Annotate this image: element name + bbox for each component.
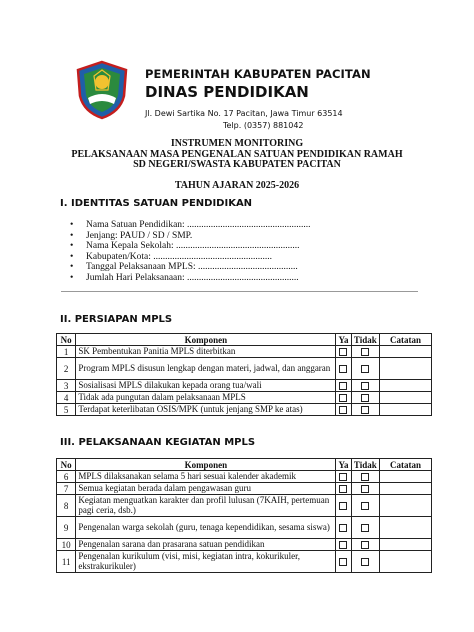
academic-year: TAHUN AJARAN 2025-2026 — [174, 180, 300, 191]
ya-checkbox[interactable] — [339, 365, 347, 373]
table-row — [57, 539, 432, 551]
ya-checkbox[interactable] — [339, 485, 347, 493]
letterhead — [145, 67, 375, 130]
section-1-heading: I. IDENTITAS SATUAN PENDIDIKAN — [60, 198, 253, 209]
notes-cell[interactable] — [379, 539, 431, 551]
department-name: DINAS PENDIDIKAN — [145, 83, 309, 101]
title-line-3: SD NEGERI/SWASTA KABUPATEN PACITAN — [133, 159, 341, 170]
ya-checkbox[interactable] — [339, 382, 347, 390]
ya-checkbox[interactable] — [339, 541, 347, 549]
tidak-checkbox[interactable] — [361, 541, 369, 549]
list-item: • Nama Satuan Pendidikan: .................................................... — [70, 220, 311, 231]
list-item: • Jumlah Hari Pelaksanaan: ............................................... — [70, 273, 311, 284]
tidak-checkbox[interactable] — [361, 348, 369, 356]
row-number: 2 — [57, 358, 76, 380]
notes-cell[interactable] — [379, 392, 431, 404]
row-number: 1 — [57, 346, 76, 358]
row-component: Semua kegiatan berada dalam pengawasan guru — [76, 483, 336, 495]
title-line-2: PELAKSANAAN MASA PENGENALAN SATUAN PENDIDIKAN RAMAH — [71, 148, 403, 160]
table-row — [57, 517, 432, 539]
list-item: • Jenjang: PAUD / SD / SMP. — [70, 231, 311, 242]
phone: Telp. (0357) 881042 — [223, 121, 304, 130]
tidak-checkbox[interactable] — [361, 524, 369, 532]
list-item: • Tanggal Pelaksanaan MPLS: .......................................... — [70, 262, 311, 273]
table-row — [57, 471, 432, 483]
implementation-table — [56, 458, 432, 573]
notes-cell[interactable] — [379, 358, 431, 380]
notes-cell[interactable] — [379, 346, 431, 358]
col-catatan: Catatan — [379, 334, 431, 346]
ya-checkbox[interactable] — [339, 502, 347, 510]
section-3-heading: III. PELAKSANAAN KEGIATAN MPLS — [60, 437, 256, 448]
tidak-checkbox[interactable] — [361, 502, 369, 510]
row-number: 3 — [57, 380, 76, 392]
ya-checkbox[interactable] — [339, 524, 347, 532]
table-header-row — [57, 459, 432, 471]
ya-checkbox[interactable] — [339, 473, 347, 481]
col-no: No — [57, 334, 76, 346]
row-number: 5 — [57, 404, 76, 416]
col-catatan: Catatan — [379, 459, 431, 471]
table-row — [57, 358, 432, 380]
row-number: 6 — [57, 471, 76, 483]
table-row — [57, 392, 432, 404]
col-tidak: Tidak — [351, 334, 379, 346]
table-row — [57, 404, 432, 416]
col-ya: Ya — [336, 334, 351, 346]
row-component: Pengenalan sarana dan prasarana satuan pendidikan — [76, 539, 336, 551]
title-line-1: INSTRUMEN MONITORING — [170, 138, 304, 149]
col-komponen: Komponen — [76, 334, 336, 346]
row-component: Sosialisasi MPLS dilakukan kepada orang tua/wali — [76, 380, 336, 392]
tidak-checkbox[interactable] — [361, 558, 369, 566]
divider — [61, 291, 418, 292]
notes-cell[interactable] — [379, 471, 431, 483]
ya-checkbox[interactable] — [339, 406, 347, 414]
table-row — [57, 380, 432, 392]
tidak-checkbox[interactable] — [361, 485, 369, 493]
tidak-checkbox[interactable] — [361, 365, 369, 373]
government-name: PEMERINTAH KABUPATEN PACITAN — [145, 67, 371, 81]
address: Jl. Dewi Sartika No. 17 Pacitan, Jawa Timur 63514 — [145, 109, 343, 118]
row-number: 4 — [57, 392, 76, 404]
row-component: Pengenalan kurikulum (visi, misi, kegiatan intra, kokurikuler, ekstrakurikuler) — [76, 551, 336, 573]
table-row — [57, 346, 432, 358]
notes-cell[interactable] — [379, 517, 431, 539]
section-2-heading: II. PERSIAPAN MPLS — [60, 314, 173, 325]
tidak-checkbox[interactable] — [361, 382, 369, 390]
row-component: SK Pembentukan Panitia MPLS diterbitkan — [76, 346, 336, 358]
regency-logo-icon — [74, 60, 130, 120]
row-number: 11 — [57, 551, 76, 573]
notes-cell[interactable] — [379, 404, 431, 416]
row-component: Terdapat keterlibatan OSIS/MPK (untuk jenjang SMP ke atas) — [76, 404, 336, 416]
list-item: • Kabupaten/Kota: .................................................. — [70, 252, 311, 263]
col-komponen: Komponen — [76, 459, 336, 471]
row-component: Program MPLS disusun lengkap dengan materi, jadwal, dan anggaran — [76, 358, 336, 380]
col-tidak: Tidak — [351, 459, 379, 471]
notes-cell[interactable] — [379, 495, 431, 517]
row-component: Pengenalan warga sekolah (guru, tenaga kependidikan, sesama siswa) — [76, 517, 336, 539]
ya-checkbox[interactable] — [339, 394, 347, 402]
table-row — [57, 495, 432, 517]
ya-checkbox[interactable] — [339, 348, 347, 356]
document-title — [0, 139, 474, 171]
list-item: • Nama Kepala Sekolah: .................................................... — [70, 241, 311, 252]
identity-list — [70, 220, 311, 284]
table-row — [57, 551, 432, 573]
notes-cell[interactable] — [379, 380, 431, 392]
row-number: 7 — [57, 483, 76, 495]
table-header-row — [57, 334, 432, 346]
notes-cell[interactable] — [379, 483, 431, 495]
col-ya: Ya — [336, 459, 351, 471]
row-component: Kegiatan menguatkan karakter dan profil lulusan (7KAIH, pertemuan pagi ceria, dsb.) — [76, 495, 336, 517]
row-number: 9 — [57, 517, 76, 539]
row-number: 10 — [57, 539, 76, 551]
row-component: MPLS dilaksanakan selama 5 hari sesuai kalender akademik — [76, 471, 336, 483]
tidak-checkbox[interactable] — [361, 394, 369, 402]
ya-checkbox[interactable] — [339, 558, 347, 566]
row-component: Tidak ada pungutan dalam pelaksanaan MPLS — [76, 392, 336, 404]
row-number: 8 — [57, 495, 76, 517]
notes-cell[interactable] — [379, 551, 431, 573]
preparation-table — [56, 333, 432, 416]
tidak-checkbox[interactable] — [361, 473, 369, 481]
tidak-checkbox[interactable] — [361, 406, 369, 414]
table-row — [57, 483, 432, 495]
col-no: No — [57, 459, 76, 471]
